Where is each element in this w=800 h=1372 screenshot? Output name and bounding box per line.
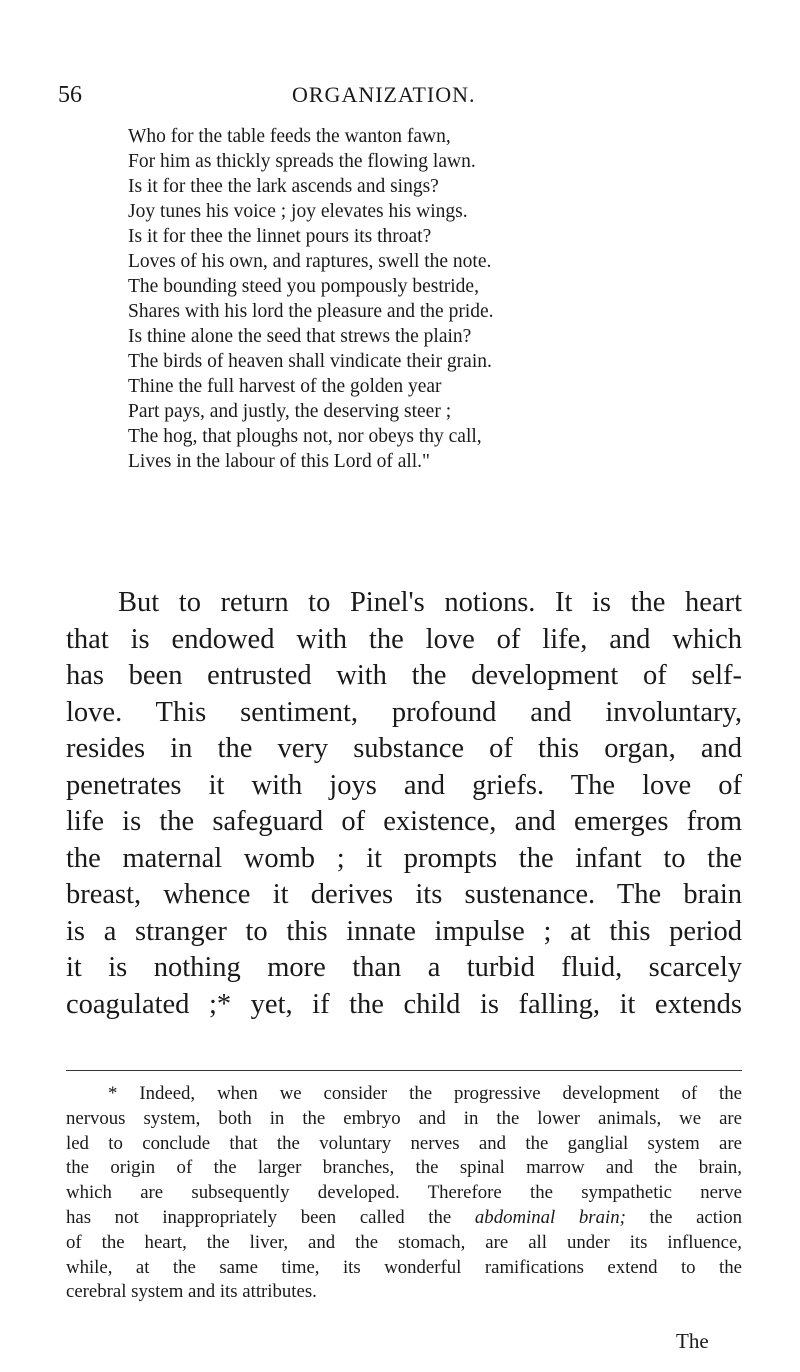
body-line: is a stranger to this innate impulse ; at this period [66, 915, 742, 947]
body-line: coagulated ;* yet, if the child is falling, it extends [66, 988, 742, 1020]
footnote-line: of the heart, the liver, and the stomach, are all under its influence, [66, 1231, 742, 1253]
body-paragraph [66, 585, 742, 1023]
body-line: breast, whence it derives its sustenance. The brain [66, 879, 742, 910]
poem-line: Part pays, and justly, the deserving steer ; [128, 401, 452, 422]
body-line: life is the safeguard of existence, and emerges from [66, 806, 742, 837]
poem-line: The birds of heaven shall vindicate their grain. [128, 351, 492, 372]
footnote-line: nervous system, both in the embryo and in the lower animals, we are [66, 1107, 742, 1129]
footnote-line: the origin of the larger branches, the spinal marrow and the brain, [66, 1157, 742, 1179]
poem-line: For him as thickly spreads the flowing lawn. [128, 151, 476, 172]
footnote-line: cerebral system and its attributes. [66, 1281, 317, 1303]
body-line: it is nothing more than a turbid fluid, scarcely [66, 952, 742, 983]
poem-line: Thine the full harvest of the golden year [128, 376, 442, 397]
body-line: that is endowed with the love of life, and which [66, 623, 742, 655]
footnote-text: has not inappropriately been called the [66, 1206, 475, 1228]
poem-line: Joy tunes his voice ; joy elevates his wings. [128, 201, 468, 222]
poem-line: The bounding steed you pompously bestride, [128, 276, 479, 297]
footnote [66, 1082, 742, 1305]
body-line: has been entrusted with the development of self- [66, 660, 742, 691]
page-header [58, 80, 748, 110]
poem-line: Loves of his own, and raptures, swell the note. [128, 251, 492, 272]
poem-line: Is it for thee the linnet pours its throat? [128, 226, 432, 247]
page-number: 56 [58, 82, 82, 108]
body-line: penetrates it with joys and griefs. The love of [66, 769, 742, 801]
poem-line: The hog, that ploughs not, nor obeys thy call, [128, 426, 482, 447]
footnote-line [66, 1206, 742, 1231]
footnote-text: the action [625, 1206, 742, 1228]
running-head: ORGANIZATION. [292, 82, 476, 107]
poem-quotation [128, 124, 768, 474]
poem-line: Is thine alone the seed that strews the plain? [128, 326, 472, 347]
body-line: the maternal womb ; it prompts the infant to the [66, 842, 742, 874]
poem-line: Lives in the labour of this Lord of all." [128, 451, 431, 472]
catchword: The [676, 1329, 709, 1353]
footnote-italic-term: abdominal brain; [474, 1206, 626, 1228]
footnote-line: led to conclude that the voluntary nerves and the ganglial system are [66, 1132, 742, 1154]
footnote-line: while, at the same time, its wonderful ramifications extend to the [66, 1256, 742, 1278]
body-line: resides in the very substance of this organ, and [66, 733, 742, 764]
body-line: But to return to Pinel's notions. It is the heart [118, 587, 742, 618]
poem-line: Is it for thee the lark ascends and sings? [128, 176, 439, 197]
poem-line: Who for the table feeds the wanton fawn, [128, 126, 451, 147]
body-line: love. This sentiment, profound and involuntary, [66, 696, 742, 728]
footnote-divider [66, 1070, 742, 1071]
footnote-line: which are subsequently developed. Therefore the sympathetic nerve [66, 1182, 742, 1204]
poem-line: Shares with his lord the pleasure and the pride. [128, 301, 494, 322]
footnote-line: * Indeed, when we consider the progressive development of the [108, 1083, 742, 1104]
